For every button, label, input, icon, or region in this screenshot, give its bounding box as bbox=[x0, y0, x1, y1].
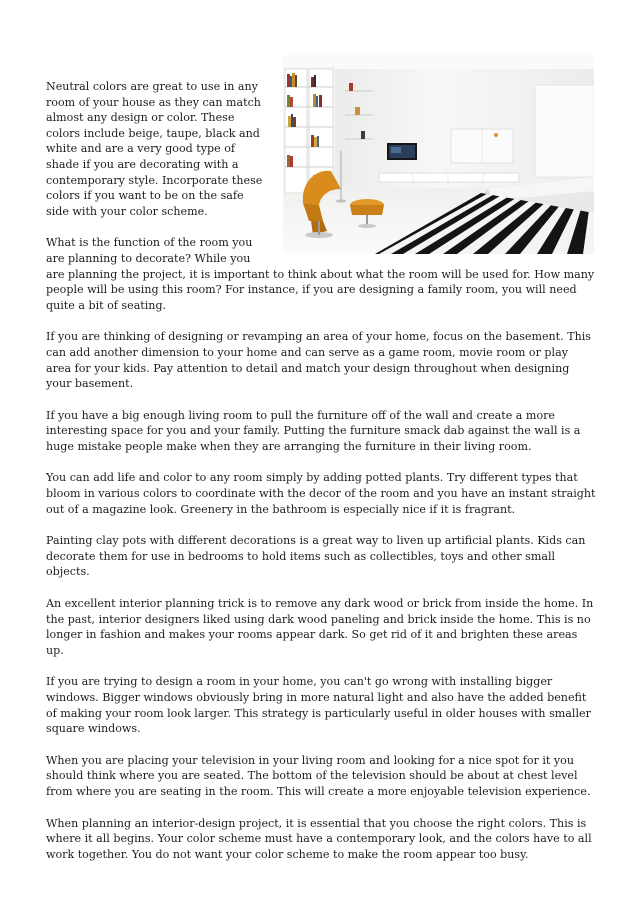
paragraph-neutral-colors: Neutral colors are great to use in any room of your house as they can match almost any design or color. These colors include beige, taupe, black and white and are a very good type of shade if you are decorating with a contemporary style. Incorporate these colors if you want to be on the safe side with your color scheme. bbox=[46, 80, 263, 218]
paragraph-right-colors: When planning an interior-design project, it is essential that you choose the right colors. This is where it all begins. Your color scheme must have a contemporary look, and the colors have to all work together. You do not want your color scheme to make the room appear too busy. bbox=[46, 816, 592, 861]
paragraph-dark-wood: An excellent interior planning trick is to remove any dark wood or brick from inside the home. In the past, interior designers liked using dark wood paneling and brick inside the home. This is no longer in fashion and makes your rooms appear dark. So get rid of it and brighten these areas up. bbox=[46, 597, 594, 657]
ceiling bbox=[283, 55, 594, 69]
paragraph-potted-plants: You can add life and color to any room simply by adding potted plants. Try different types that bloom in various colors to coordinate with the decor of the room and you have an instant straight out of a magazine look. Greenery in the bathroom is especially nice if it is fragrant. bbox=[46, 471, 596, 516]
article-body bbox=[46, 79, 596, 878]
window bbox=[535, 85, 594, 177]
paragraph-clay-pots: Painting clay pots with different decorations is a great way to liven up artificial plants. Kids can decorate them for use in bedrooms to hold items such as collectibles, toys and other small objects. bbox=[46, 534, 586, 579]
paragraph-television: When you are placing your television in your living room and looking for a nice spot for it you should think where you are seated. The bottom of the television should be about at chest level from where you are seating in the room. This will create a more enjoyable television experience. bbox=[46, 753, 591, 798]
paragraph-room-function: What is the function of the room you are planning to decorate? While you are planning the project, it is important to think about what the room will be used for. How many people will be using this room? For instance, if you are designing a family room, you will need quite a bit of seating. bbox=[46, 236, 595, 312]
media-console bbox=[379, 173, 519, 182]
living-room-illustration bbox=[283, 55, 594, 254]
paragraph-furniture-placement: If you have a big enough living room to pull the furniture off of the wall and create a more interesting space for you and your family. Putting the furniture smack dab against the wall is a huge mistake people make when they are arranging the furniture in their living room. bbox=[46, 408, 581, 453]
living-room-photo bbox=[283, 55, 594, 254]
paragraph-bigger-windows: If you are trying to design a room in your home, you can't go wrong with installing bigger windows. Bigger windows obviously bring in more natural light and also have the added benefit of making your room look larger. This strategy is particularly useful in older houses with smaller square windows. bbox=[46, 675, 591, 736]
paragraph-basement: If you are thinking of designing or revamping an area of your home, focus on the basement. This can add another dimension to your home and can serve as a game room, movie room or play area for your kids. Pay attention to detail and match your design throughout when designing your basement. bbox=[46, 330, 591, 391]
